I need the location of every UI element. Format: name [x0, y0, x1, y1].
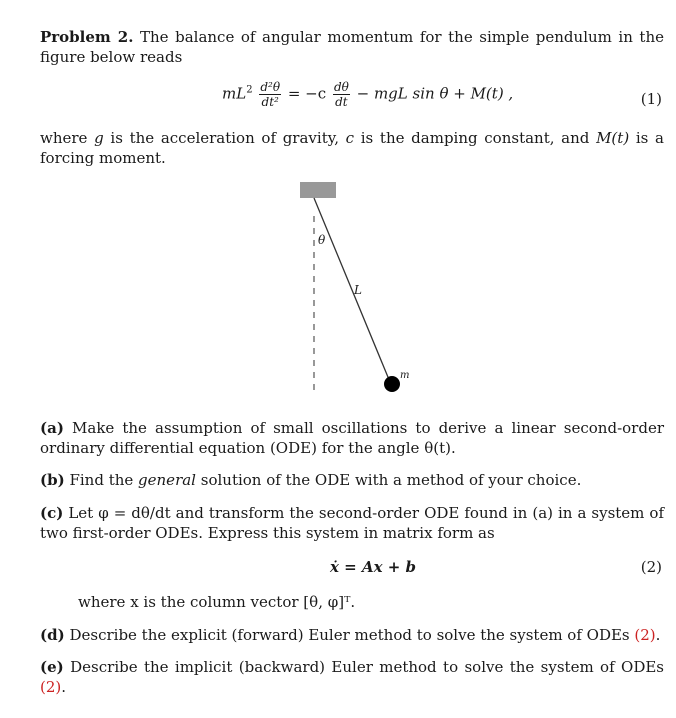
- theta-label: θ: [318, 233, 326, 247]
- part-e: [40, 657, 664, 697]
- eq1-rhs-fraction: [333, 80, 350, 109]
- part-d-text: Describe the explicit (forward) Euler method to solve the system of ODEs: [69, 626, 635, 644]
- part-a: [40, 418, 664, 458]
- equation-2-number: (2): [640, 558, 662, 576]
- part-c: [40, 503, 664, 543]
- eq1-equals: = −c: [287, 84, 327, 103]
- symbol-c: c: [345, 129, 355, 147]
- where-paragraph: [40, 128, 664, 168]
- eq1-lhs-exp: 2: [246, 84, 253, 96]
- problem-intro: [40, 27, 664, 67]
- part-c-label: (c): [40, 504, 64, 522]
- eq1-lhs-fraction: [259, 80, 281, 109]
- mass-label: m: [400, 370, 410, 381]
- pendulum-bob: [384, 376, 400, 392]
- equation-1-number: (1): [640, 90, 662, 108]
- pendulum-figure: [296, 182, 426, 402]
- part-b-post: solution of the ODE with a method of your choice.: [195, 471, 582, 489]
- part-c-text: Let φ = dθ/dt and transform the second-order ODE found in (a) in a system of two first-order ODEs. Express this system in matrix form as: [40, 504, 664, 542]
- where-text-4: is a forcing moment.: [40, 129, 664, 167]
- where-text-3: is the damping constant, and: [354, 129, 597, 147]
- part-d-label: (d): [40, 626, 65, 644]
- where-text-2: is the acceleration of gravity,: [103, 129, 346, 147]
- part-a-text: Make the assumption of small oscillations to derive a linear second-order ordinary differential equation (ODE) for the angle θ(t).: [40, 419, 664, 457]
- eq1-lhs-numerator: d²θ: [260, 80, 281, 94]
- pendulum-support: [300, 182, 336, 198]
- problem-intro-text: The balance of angular momentum for the simple pendulum in the figure below reads: [40, 28, 664, 66]
- problem-label: Problem 2.: [40, 28, 134, 46]
- symbol-g: g: [94, 129, 104, 147]
- pendulum-rod: [314, 198, 390, 382]
- eq1-lhs-coeff: mL: [222, 84, 247, 103]
- symbol-M-t: M(t): [596, 129, 630, 147]
- part-e-text: Describe the implicit (backward) Euler method to solve the system of ODEs: [70, 658, 664, 676]
- part-a-label: (a): [40, 419, 64, 437]
- part-d-end: .: [655, 626, 661, 644]
- part-b-emphasis: general: [138, 471, 196, 489]
- part-e-end: .: [61, 678, 67, 696]
- where-text-1: where: [40, 129, 95, 147]
- part-d-equation-ref[interactable]: (2): [634, 626, 656, 644]
- length-label: L: [354, 283, 362, 297]
- part-b-label: (b): [40, 471, 65, 489]
- part-e-label: (e): [40, 658, 64, 676]
- part-e-equation-ref[interactable]: (2): [40, 678, 62, 696]
- part-b-pre: Find the: [69, 471, 139, 489]
- part-b: [40, 470, 664, 490]
- equation-1: [222, 80, 513, 109]
- eq1-rhs-rest: − mgL sin θ + M(t) ,: [356, 84, 514, 103]
- part-d: [40, 625, 664, 645]
- eq1-rhs-denominator: dt: [335, 95, 348, 109]
- eq1-rhs-numerator: dθ: [333, 80, 349, 94]
- part-c-where: where x is the column vector [θ, φ]ᵀ.: [78, 593, 356, 611]
- equation-2: ẋ = Ax + b: [330, 558, 417, 576]
- eq1-lhs-denominator: dt²: [261, 95, 279, 109]
